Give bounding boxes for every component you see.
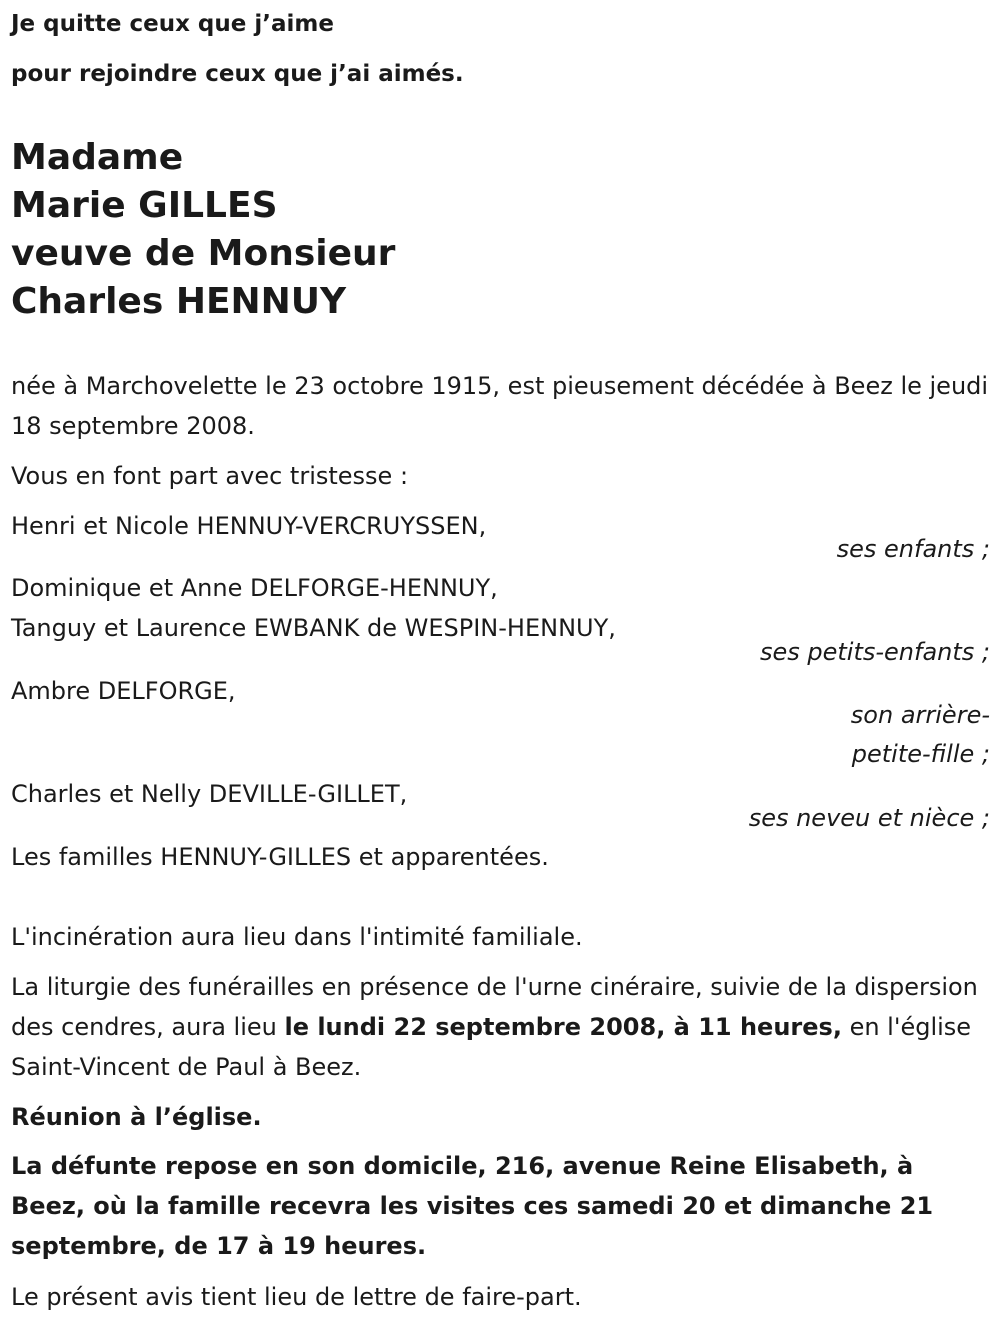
family-great-grandchild: Ambre DELFORGE,	[11, 677, 236, 705]
notice-text: Le présent avis tient lieu de lettre de faire-part.	[11, 1283, 582, 1311]
family-nephew-niece: Charles et Nelly DEVILLE-GILLET,	[11, 780, 408, 808]
family-relatives: Les familles HENNUY-GILLES et apparentées.	[11, 843, 549, 871]
husband-name: Charles HENNUY	[11, 281, 347, 322]
role-great-grandchild-2: petite-fille ;	[851, 740, 990, 768]
epigraph-line-2: pour rejoindre ceux que j’ai aimés.	[11, 61, 464, 87]
meeting-text: Réunion à l’église.	[11, 1103, 262, 1131]
birth-death-text: née à Marchovelette le 23 octobre 1915, est pieusement décédée à Beez le jeudi 18 septembre 2008.	[11, 372, 989, 440]
widow-of: veuve de Monsieur	[11, 233, 396, 274]
role-children: ses enfants ;	[836, 535, 990, 563]
liturgy-end: en l'église Saint-Vincent de Paul à Beez.	[11, 1013, 972, 1081]
role-great-grandchild-1: son arrière-	[850, 701, 990, 729]
deceased-title: Madame	[11, 137, 184, 178]
role-grandchildren: ses petits-enfants ;	[759, 638, 990, 666]
role-nephew-niece: ses neveu et nièce ;	[748, 804, 990, 832]
family-grandchildren-2: Tanguy et Laurence EWBANK de WESPIN-HENNUY,	[11, 614, 616, 642]
family-grandchildren-1: Dominique et Anne DELFORGE-HENNUY,	[11, 574, 498, 602]
announce-text: Vous en font part avec tristesse :	[11, 462, 409, 490]
liturgy-date: le lundi 22 septembre 2008, à 11 heures,	[284, 1013, 842, 1041]
incineration-text: L'incinération aura lieu dans l'intimité familiale.	[11, 923, 583, 951]
deceased-name: Marie GILLES	[11, 185, 278, 226]
liturgy-text	[11, 967, 990, 1087]
epigraph-line-1: Je quitte ceux que j’aime	[11, 11, 334, 37]
liturgy-start: La liturgie des funérailles en présence de l'urne cinéraire, suivie de la dispersion des cendres, aura lieu	[11, 973, 978, 1041]
deceased-name-block	[11, 134, 395, 326]
family-children: Henri et Nicole HENNUY-VERCRUYSSEN,	[11, 512, 487, 540]
repose-text: La défunte repose en son domicile, 216, avenue Reine Elisabeth, à Beez, où la famille recevra les visites ces samedi 20 et dimanche 21 septembre, de 17 à 19 heures.	[11, 1152, 934, 1260]
